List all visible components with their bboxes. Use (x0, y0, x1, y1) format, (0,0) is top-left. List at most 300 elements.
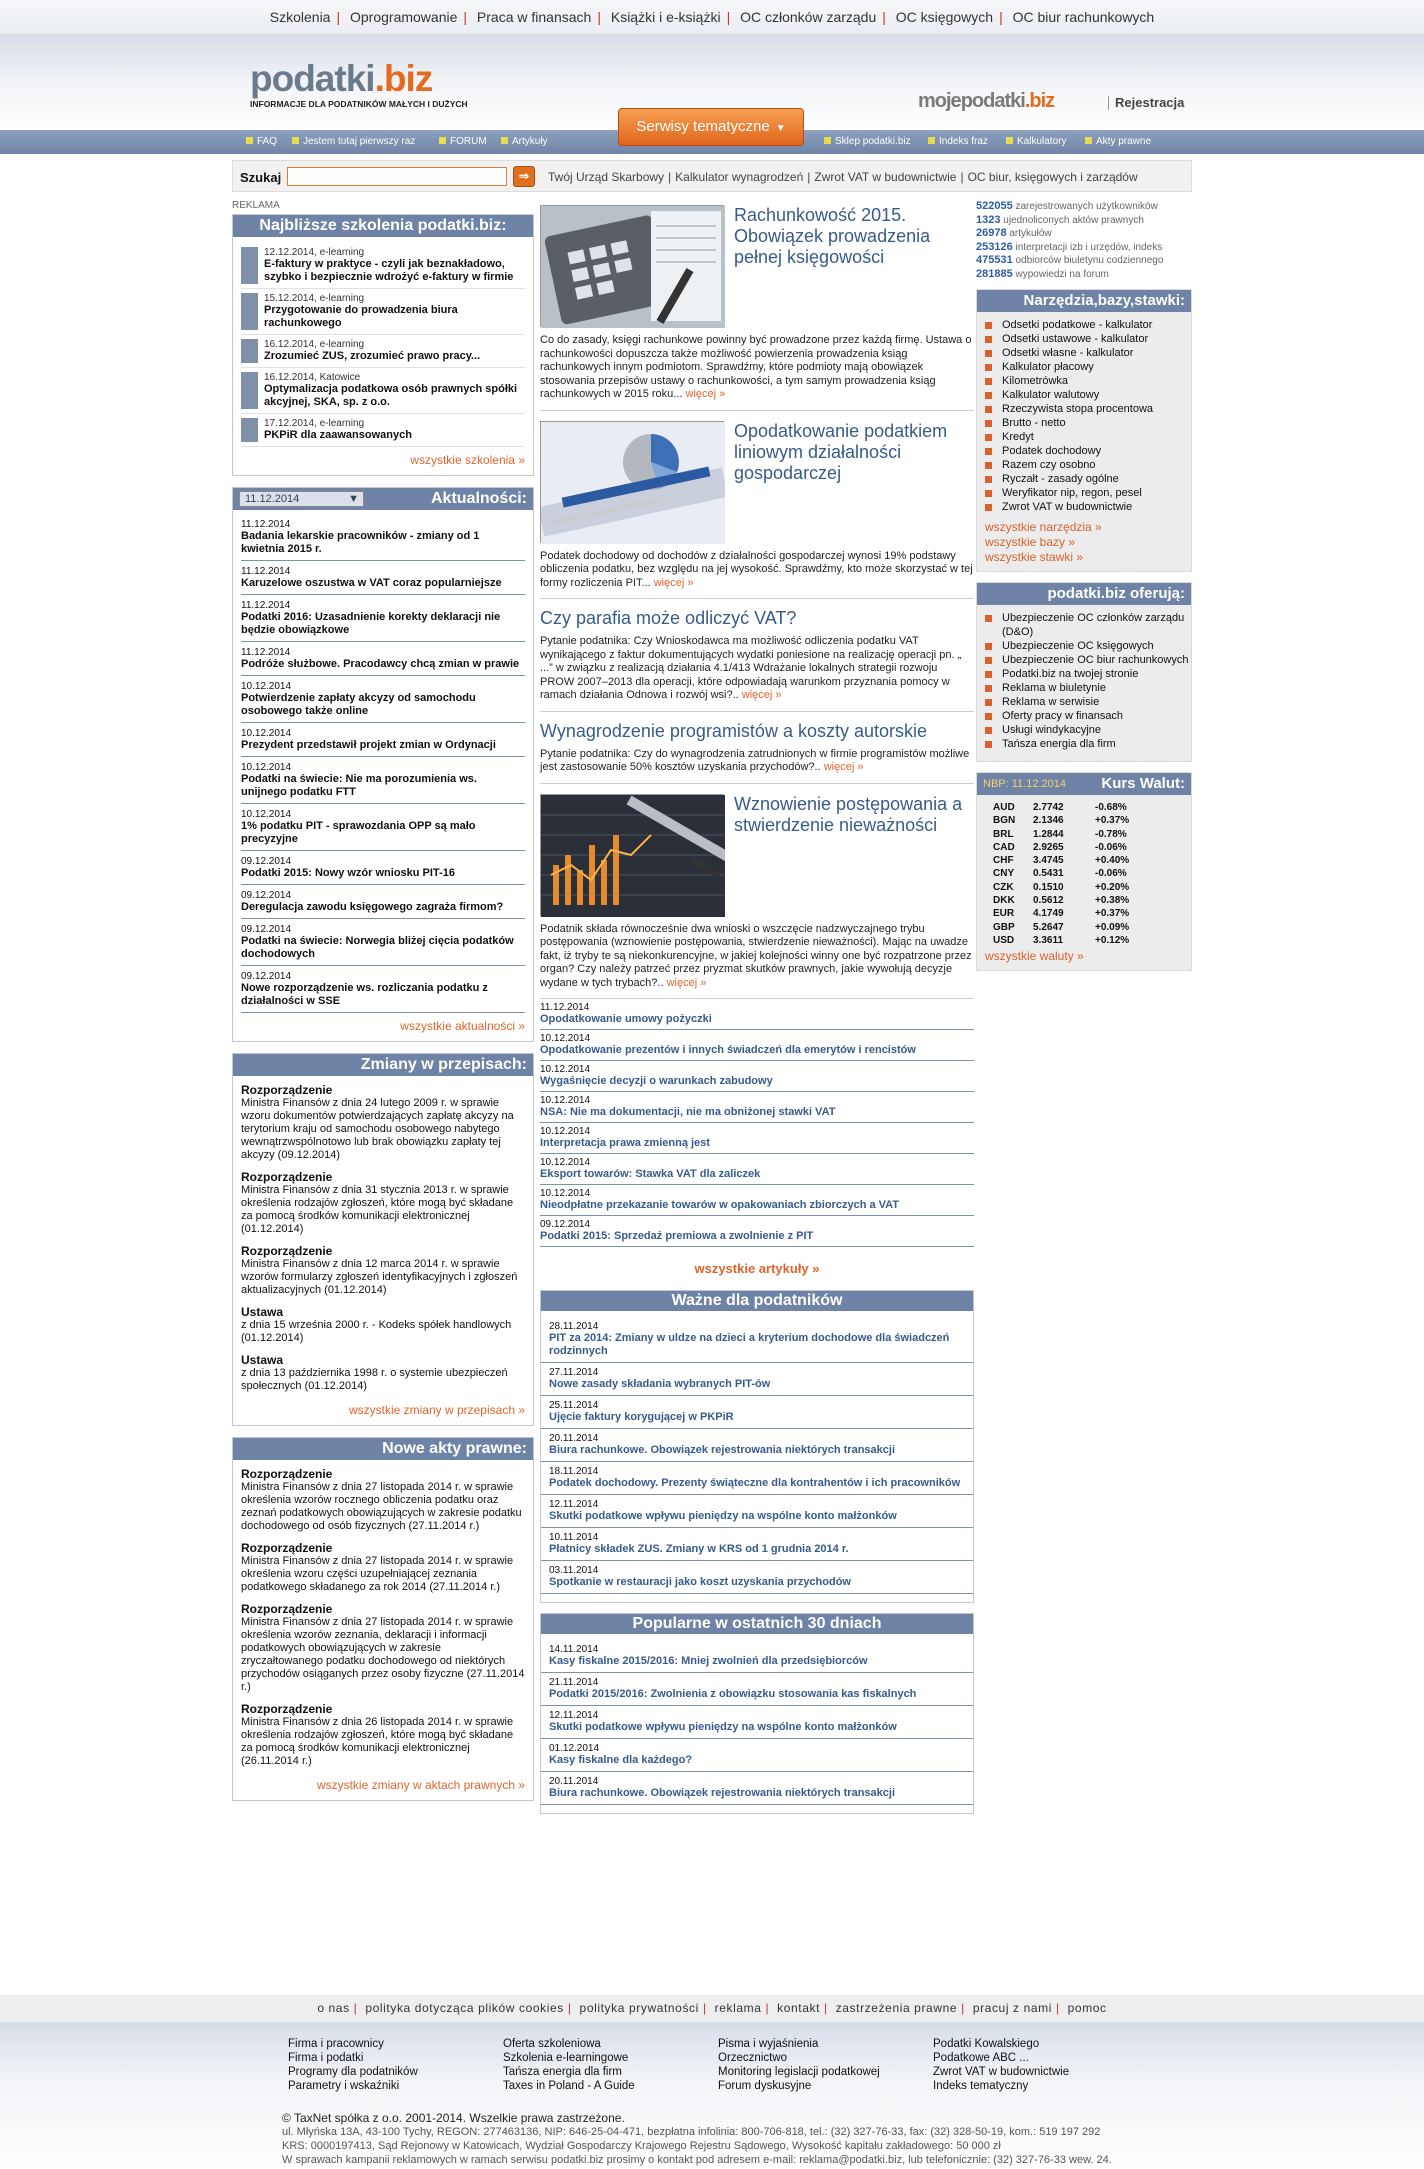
news-item[interactable] (241, 757, 525, 804)
offers-title: podatki.biz oferują: (977, 583, 1191, 605)
offer-link[interactable]: Ubezpieczenie OC księgowych (985, 639, 1191, 653)
popular-title[interactable]: Podatki 2015/2016: Zwolnienia z obowiązku stosowania kas fiskalnych (549, 1688, 917, 1700)
offer-link[interactable]: Ubezpieczenie OC biur rachunkowych (985, 653, 1191, 667)
footer-link[interactable]: Forum dyskusyjne (718, 2080, 812, 2092)
article-2-more[interactable]: więcej » (653, 576, 694, 589)
short-article-title[interactable]: Wygaśnięcie decyzji o warunkach zabudowy (540, 1075, 773, 1087)
news-title[interactable]: Deregulacja zawodu księgowego zagraża firmom? (241, 901, 504, 913)
popular-item[interactable] (541, 1640, 973, 1673)
topnav-praca[interactable]: Praca w finansach (476, 9, 592, 25)
important-date: 25.11.2014 (549, 1400, 599, 1411)
short-article-item[interactable] (540, 1216, 974, 1247)
fx-change: -0.68% (1095, 802, 1127, 813)
news-item[interactable] (241, 561, 525, 595)
training-date: 15.12.2014, e-learning (264, 293, 365, 304)
nav-kalkulatory[interactable]: Kalkulatory (1006, 136, 1066, 147)
fx-rate: 0.5612 (1033, 895, 1064, 907)
training-item[interactable] (241, 289, 525, 335)
important-box (540, 1290, 974, 1603)
short-article-item[interactable] (540, 1092, 974, 1123)
short-article-title[interactable]: Opodatkowanie prezentów i innych świadczeń dla emerytów i rencistów (540, 1044, 916, 1056)
news-title[interactable]: Podatki na świecie: Nie ma porozumienia ws. unijnego podatku FTT (241, 773, 477, 798)
important-title[interactable]: Biura rachunkowe. Obowiązek rejestrowania niektórych transakcji (549, 1444, 896, 1456)
short-article-item[interactable] (540, 1123, 974, 1154)
popular-date: 12.11.2014 (549, 1710, 599, 1721)
important-item[interactable] (541, 1363, 973, 1396)
acts-text[interactable]: Ministra Finansów z dnia 26 listopada 2014 r. w sprawie określenia rodzajów zgłoszeń, które mogą być składane za pomocą środków komunikacji elektronicznej (26.11.2014 r.) (241, 1716, 514, 1767)
footer-link-help[interactable]: pomoc (1067, 2001, 1107, 2015)
changes-text[interactable]: Ministra Finansów z dnia 12 marca 2014 r. w sprawie wzorów formularzy zgłoszeń identyfikacyjnych i zgłoszeń aktualizacyjnych (01.12.2014) (241, 1258, 518, 1296)
all-currencies-link[interactable]: wszystkie waluty » (985, 949, 1084, 964)
popular-title[interactable]: Skutki podatkowe wpływu pieniędzy na wspólne konto małżonków (549, 1721, 897, 1733)
acts-box (232, 1437, 534, 1801)
changes-text[interactable]: Ministra Finansów z dnia 24 lutego 2009 r. w sprawie wzoru dokumentów potwierdzających zapłatę akcyzy na terytorium kraju od samochodu osobowego nabytego wewnątrzwspólnotowo lub brak obowiązku zapłaty tej akcyzy (09.12.2014) (241, 1097, 514, 1161)
changes-item[interactable] (233, 1349, 533, 1397)
training-bar (241, 247, 258, 284)
popular-item[interactable] (541, 1706, 973, 1739)
fx-box (976, 772, 1192, 971)
news-item[interactable] (241, 723, 525, 757)
training-title[interactable]: E-faktury w praktyce - czyli jak beznakładowo, szybko i bezpiecznie wdrożyć e-faktury w firmie (264, 258, 514, 283)
news-item[interactable] (241, 804, 525, 851)
nav-forum[interactable]: FORUM (439, 136, 487, 147)
fx-rate: 2.1346 (1033, 815, 1064, 827)
fx-rate: 4.1749 (1033, 908, 1064, 920)
tool-link[interactable]: Ryczałt - zasady ogólne (985, 472, 1191, 486)
stat-label: odbiorców biuletynu codziennego (1015, 255, 1164, 266)
changes-kind: Ustawa (241, 1353, 284, 1367)
training-content (264, 372, 525, 409)
stat-row (976, 200, 1192, 214)
article-4-title[interactable]: Wynagrodzenie programistów a koszty autorskie (540, 720, 928, 741)
news-item[interactable] (241, 642, 525, 676)
article-4-more[interactable]: więcej » (823, 761, 864, 773)
dropdown-icon: ▼ (348, 493, 359, 505)
fx-row (977, 881, 1191, 894)
footer-link[interactable]: Taxes in Poland - A Guide (503, 2080, 635, 2092)
popular-title: Popularne w ostatnich 30 dniach (541, 1614, 973, 1634)
training-date: 12.12.2014, e-learning (264, 247, 365, 258)
article-2-title[interactable]: Opodatkowanie podatkiem liniowym działalności gospodarczej (734, 420, 948, 483)
important-title[interactable]: Podatek dochodowy. Prezenty świąteczne dla kontrahentów i ich pracowników (549, 1477, 961, 1489)
tool-link[interactable]: Razem czy osobno (985, 458, 1191, 472)
news-item[interactable] (241, 851, 525, 885)
nav-first-time[interactable]: Jestem tutaj pierwszy raz (292, 136, 415, 147)
topnav-oc-ksiegowych[interactable]: OC księgowych (895, 9, 994, 25)
popular-title[interactable]: Kasy fiskalne 2015/2016: Mniej zwolnień dla przedsiębiorców (549, 1655, 868, 1667)
news-date: 09.12.2014 (241, 971, 292, 982)
changes-title: Zmiany w przepisach: (233, 1054, 533, 1076)
offer-link[interactable]: Reklama w biuletynie (985, 681, 1191, 695)
footer-link-legal[interactable]: zastrzeżenia prawne (835, 2001, 958, 2015)
fx-code: USD (993, 934, 1015, 946)
footer-link-cookies[interactable]: polityka dotycząca plików cookies (365, 2001, 564, 2015)
changes-item[interactable] (233, 1301, 533, 1349)
offers-box (976, 582, 1192, 762)
news-title: Aktualności: (430, 490, 527, 507)
important-item[interactable] (541, 1429, 973, 1462)
footer-link[interactable]: Podatki Kowalskiego (933, 2038, 1040, 2050)
changes-kind: Ustawa (241, 1305, 284, 1319)
footer-link[interactable]: Firma i pracownicy (288, 2038, 384, 2050)
short-article-title[interactable]: NSA: Nie ma dokumentacji, nie ma obniżonej stawki VAT (540, 1106, 836, 1118)
fx-row (977, 934, 1191, 947)
fx-row (977, 801, 1191, 814)
news-title[interactable]: Prezydent przedstawił projekt zmian w Ordynacji (241, 739, 496, 751)
important-title[interactable]: Nowe zasady składania wybranych PIT-ów (549, 1378, 771, 1390)
nav-artykuly[interactable]: Artykuły (501, 136, 548, 147)
footer-link-jobs[interactable]: pracuj z nami (972, 2001, 1052, 2015)
site-logo[interactable]: podatki.biz INFORMACJE DLA PODATNIKÓW MAŁYCH I DUŻYCH (250, 58, 468, 109)
nav-akty[interactable]: Akty prawne (1085, 136, 1151, 147)
important-item[interactable] (541, 1561, 973, 1594)
footer-link-contact[interactable]: kontakt (777, 2001, 821, 2015)
news-item[interactable] (241, 595, 525, 642)
changes-item[interactable] (233, 1166, 533, 1240)
news-box (232, 487, 534, 1042)
fx-row (977, 907, 1191, 920)
news-title[interactable]: Podatki na świecie: Norwegia bliżej cięcia podatków dochodowych (241, 935, 514, 960)
news-item[interactable] (241, 919, 525, 966)
popular-date: 20.11.2014 (549, 1776, 599, 1787)
article-2-image[interactable] (540, 421, 724, 543)
topnav-oc-zarzadu[interactable]: OC członków zarządu (740, 9, 877, 25)
offer-link[interactable]: Ubezpieczenie OC członków zarządu (D&O) (985, 611, 1191, 639)
short-article-title[interactable]: Podatki 2015: Sprzedaż premiowa a zwolnienie z PIT (540, 1230, 814, 1242)
article-5-title[interactable]: Wznowienie postępowania a stwierdzenie nieważności (734, 793, 963, 835)
short-article-item[interactable] (540, 1185, 974, 1216)
important-item[interactable] (541, 1396, 973, 1429)
important-date: 10.11.2014 (549, 1532, 599, 1543)
short-article-title[interactable]: Opodatkowanie umowy pożyczki (540, 1013, 712, 1025)
triangle-down-icon: ▼ (775, 123, 786, 134)
footer-link[interactable]: Monitoring legislacji podatkowej (718, 2066, 880, 2078)
training-bar (241, 339, 258, 363)
all-news-link[interactable]: wszystkie aktualności » (400, 1019, 525, 1033)
tool-link[interactable]: Kalkulator płacowy (985, 360, 1191, 374)
footer-link-o-nas[interactable]: o nas (317, 2001, 350, 2015)
important-title[interactable]: Ujęcie faktury korygującej w PKPiR (549, 1411, 734, 1423)
stat-row (976, 214, 1192, 228)
short-article-date: 10.12.2014 (540, 1095, 591, 1106)
acts-item[interactable] (233, 1537, 533, 1598)
footer-link[interactable]: Podatkowe ABC ... (933, 2052, 1029, 2064)
offer-link[interactable]: Podatki.biz na twojej stronie (985, 667, 1191, 681)
stat-row (976, 241, 1192, 255)
footer-link[interactable]: Zwrot VAT w budownictwie (933, 2066, 1070, 2078)
all-changes-link[interactable]: wszystkie zmiany w przepisach » (348, 1403, 525, 1417)
important-date: 12.11.2014 (549, 1499, 599, 1510)
article-1 (540, 200, 974, 332)
all-tools-link[interactable]: wszystkie narzędzia » (985, 520, 1102, 534)
article-1-title[interactable]: Rachunkowość 2015. Obowiązek prowadzenia pełnej księgowości (734, 205, 931, 267)
all-articles-link[interactable]: wszystkie artykuły » (694, 1261, 820, 1276)
fx-row (977, 894, 1191, 907)
search-input[interactable] (287, 167, 507, 186)
fx-rate: 0.1510 (1033, 881, 1064, 893)
tool-link[interactable]: Podatek dochodowy (985, 444, 1191, 458)
short-article-item[interactable] (540, 1061, 974, 1092)
company-address: ul. Młyńska 13A, 43-100 Tychy, REGON: 277463136, NIP: 646-25-04-471, bezpłatna infolinia: 800-706-818, tel.: (32) 327-76-33, fax: (32) 328-50-19, kom.: 519 197 292 (282, 2126, 1101, 2138)
news-title[interactable]: Podatki 2016: Uzasadnienie korekty deklaracji nie będzie obowiązkowe (241, 611, 501, 636)
tool-link[interactable]: Kilometrówka (985, 374, 1191, 388)
offer-link[interactable]: Reklama w serwisie (985, 695, 1191, 709)
changes-kind: Rozporządzenie (241, 1170, 333, 1184)
stat-number: 522055 (976, 200, 1013, 212)
article-3-title[interactable]: Czy parafia może odliczyć VAT? (540, 608, 797, 628)
news-date: 11.12.2014 (241, 566, 291, 577)
fx-rate: 2.9265 (1033, 841, 1064, 853)
training-item[interactable] (241, 335, 525, 368)
news-title[interactable]: Podatki 2015: Nowy wzór wniosku PIT-16 (241, 867, 455, 879)
footer-link[interactable]: Pisma i wyjaśnienia (718, 2038, 819, 2050)
short-article-date: 10.12.2014 (540, 1033, 591, 1044)
news-item[interactable] (241, 885, 525, 919)
quick-link-urzad[interactable]: Twój Urząd Skarbowy (548, 170, 665, 184)
article-5-image[interactable] (540, 794, 724, 916)
trainings-title: Najbliższe szkolenia podatki.biz: (233, 215, 533, 237)
training-title[interactable]: Przygotowanie do prowadzenia biura rachunkowego (264, 304, 458, 329)
changes-text[interactable]: Ministra Finansów z dnia 31 stycznia 2013 r. w sprawie określenia rodzajów zgłoszeń, które mogą być składane za pomocą środków komunikacji elektronicznej (01.12.2014) (241, 1184, 514, 1235)
news-title[interactable]: Nowe rozporządzenie ws. rozliczania podatku z działalności w SSE (241, 982, 488, 1007)
short-article-date: 10.12.2014 (540, 1188, 591, 1199)
footer-link[interactable]: Firma i podatki (288, 2052, 364, 2064)
bullet-icon (824, 137, 831, 144)
training-item[interactable] (241, 414, 525, 447)
bullet-icon (292, 137, 299, 144)
acts-item[interactable] (233, 1598, 533, 1698)
fx-date: NBP: 11.12.2014 (983, 778, 1066, 790)
article-3-more[interactable]: więcej » (741, 689, 782, 701)
quick-link-kalkulator[interactable]: Kalkulator wynagrodzeń (675, 170, 804, 184)
acts-kind: Rozporządzenie (241, 1467, 333, 1481)
news-item[interactable] (241, 676, 525, 723)
changes-text[interactable]: z dnia 15 września 2000 r. - Kodeks spółek handlowych (01.12.2014) (241, 1319, 512, 1344)
tool-link[interactable]: Rzeczywista stopa procentowa (985, 402, 1191, 416)
acts-text[interactable]: Ministra Finansów z dnia 27 listopada 2014 r. w sprawie określenia wzorów zeznania, deklaracji i informacji podatkowych obowiązujących w zakresie zryczałtowanego podatku dochodowego od niektórych przychodów osiąganych przez osoby fizyczne (27.11.2014 r.) (241, 1616, 525, 1693)
nav-indeks-fraz[interactable]: Indeks fraz (928, 136, 988, 147)
stat-number: 1323 (976, 213, 1001, 226)
article-2-text: Podatek dochodowy od dochodów z działalności gospodarczej wynosi 19% podstawy obliczenia podatku, bez względu na jej wysokość. Sprawdźmy, kto może skorzystać w tej formy rozliczenia PIT... więcej » (540, 550, 974, 600)
important-title[interactable]: Skutki podatkowe wpływu pieniędzy na wspólne konto małżonków (549, 1510, 897, 1522)
news-item[interactable] (241, 514, 525, 561)
tool-link[interactable]: Weryfikator nip, regon, pesel (985, 486, 1191, 500)
tool-link[interactable]: Zwrot VAT w budownictwie (985, 500, 1191, 514)
stat-label: interpretacji izb i urzędów, indeks (1015, 241, 1163, 253)
topnav-ksiazki[interactable]: Książki i e-książki (610, 9, 721, 25)
footer-link[interactable]: Orzecznictwo (718, 2052, 788, 2064)
changes-kind: Rozporządzenie (241, 1244, 333, 1258)
popular-title[interactable]: Biura rachunkowe. Obowiązek rejestrowania niektórych transakcji (549, 1787, 896, 1799)
training-date: 17.12.2014, e-learning (264, 418, 365, 429)
bullet-icon (1085, 137, 1092, 144)
important-title[interactable]: Płatnicy składek ZUS. Zmiany w KRS od 1 grudnia 2014 r. (549, 1543, 849, 1555)
tool-link[interactable]: Odsetki podatkowe - kalkulator (985, 318, 1191, 332)
changes-text[interactable]: z dnia 13 października 1998 r. o systemie ubezpieczeń społecznych (01.12.2014) (241, 1367, 508, 1392)
article-1-text: Co do zasady, księgi rachunkowe powinny być prowadzone przez każdą firmę. Ustawa o rachunkowości dopuszcza także możliwość powierzenia prowadzenia ksiąg rachunkowych innym podmiotom. Sprawdźmy, które podmioty mają obowiązek stosowania przepisów ustawy o rachunkowości, a tym samym prowadzenia ksiąg rachunkowych w 2015 roku... więcej » (540, 334, 974, 411)
article-5-more[interactable]: więcej » (666, 976, 707, 989)
training-date: 16.12.2014, e-learning (264, 339, 365, 350)
serwisy-tematyczne-button[interactable]: Serwisy tematyczne ▼ (618, 108, 804, 146)
acts-item[interactable] (233, 1698, 533, 1772)
topnav-oc-biur[interactable]: OC biur rachunkowych (1012, 9, 1155, 25)
footer-link[interactable]: Parametry i wskaźniki (288, 2080, 400, 2092)
stat-row (976, 254, 1192, 268)
popular-date: 21.11.2014 (549, 1677, 599, 1688)
acts-kind: Rozporządzenie (241, 1702, 333, 1716)
all-trainings-link[interactable]: wszystkie szkolenia » (410, 453, 525, 467)
news-date: 11.12.2014 (241, 600, 291, 611)
training-date: 16.12.2014, Katowice (264, 372, 361, 383)
topnav-szkolenia[interactable]: Szkolenia (269, 9, 331, 25)
fx-code: CNY (993, 868, 1015, 880)
training-title[interactable]: Optymalizacja podatkowa osób prawnych spółki akcyjnej, SKA, sp. z o.o. (264, 383, 518, 408)
quick-link-zwrot-vat[interactable]: Zwrot VAT w budownictwie (814, 170, 957, 184)
changes-item[interactable] (233, 1240, 533, 1301)
acts-text[interactable]: Ministra Finansów z dnia 27 listopada 2014 r. w sprawie określenia wzoru części uzupełniającej zeznania podatkowego składanego za rok 2014 (27.11.2014 r.) (241, 1555, 514, 1593)
bullet-icon (501, 137, 508, 144)
nav-sklep[interactable]: Sklep podatki.biz (824, 136, 911, 147)
news-date: 11.12.2014 (241, 519, 291, 530)
popular-item[interactable] (541, 1739, 973, 1772)
popular-date: 01.12.2014 (549, 1743, 600, 1754)
fx-change: +0.09% (1095, 921, 1130, 933)
article-1-image[interactable] (540, 205, 724, 327)
fx-row (977, 854, 1191, 867)
search-submit-button[interactable] (513, 166, 535, 187)
footer-link[interactable]: Tańsza energia dla firm (503, 2066, 622, 2078)
fx-change: -0.78% (1095, 828, 1127, 840)
fx-rate: 0.5431 (1033, 868, 1064, 880)
news-title[interactable]: 1% podatku PIT - sprawozdania OPP są mało precyzyjne (241, 820, 476, 845)
article-1-more[interactable]: więcej » (685, 388, 726, 400)
all-acts-link[interactable]: wszystkie zmiany w aktach prawnych » (316, 1778, 525, 1792)
short-article-title[interactable]: Nieodpłatne przekazanie towarów w opakowaniach zbiorczych a VAT (540, 1199, 900, 1211)
fx-row (977, 867, 1191, 880)
training-title[interactable]: PKPiR dla zaawansowanych (264, 429, 412, 441)
offer-link[interactable]: Tańsza energia dla firm (985, 737, 1191, 751)
bullet-icon (439, 137, 446, 144)
article-4-text: Pytanie podatnika: Czy do wynagrodzenia zatrudnionych w firmie programistów możliwe jest zastosowanie 50% kosztów uzyskania przychodów?.. więcej » (540, 748, 974, 784)
important-item[interactable] (541, 1317, 973, 1363)
short-article-date: 10.12.2014 (540, 1064, 591, 1075)
register-link[interactable]: Rejestracja (1108, 96, 1184, 110)
training-bar (241, 293, 258, 330)
article-2 (540, 416, 974, 548)
short-article-item[interactable] (540, 999, 974, 1030)
stat-label: wypowiedzi na forum (1015, 268, 1109, 280)
top-navigation: Szkolenia | Oprogramowanie | Praca w finansach | Książki i e-książki | OC członków zarządu | OC księgowych | OC biur rachunkowych (0, 0, 1424, 34)
acts-text[interactable]: Ministra Finansów z dnia 27 listopada 2014 r. w sprawie określenia wzorów rocznego obliczenia podatku oraz zeznań podatkowych obowiązujących w zakresie podatku dochodowego od osób fizycznych (27.11.2014 r.) (241, 1481, 522, 1532)
footer-link[interactable]: Indeks tematyczny (933, 2080, 1029, 2092)
all-rates-link[interactable]: wszystkie stawki » (985, 550, 1084, 564)
news-title[interactable]: Podróże służbowe. Pracodawcy chcą zmian w prawie (241, 658, 520, 670)
tool-link[interactable]: Odsetki własne - kalkulator (985, 346, 1191, 360)
acts-item[interactable] (233, 1463, 533, 1537)
short-article-date: 11.12.2014 (540, 1002, 590, 1013)
trainings-box (232, 214, 534, 476)
footer-link-ads[interactable]: reklama (714, 2001, 762, 2015)
popular-item[interactable] (541, 1772, 973, 1805)
news-date: 10.12.2014 (241, 728, 292, 739)
short-article-item[interactable] (540, 1154, 974, 1185)
stat-number: 253126 (976, 240, 1013, 253)
stat-number: 26978 (976, 227, 1007, 239)
quick-link-oc[interactable]: OC biur, księgowych i zarządów (967, 170, 1138, 184)
fx-rate: 3.3611 (1033, 934, 1064, 946)
tool-link[interactable]: Kredyt (985, 430, 1191, 444)
fx-code: EUR (993, 908, 1015, 920)
popular-item[interactable] (541, 1673, 973, 1706)
footer-nav: o nas | polityka dotycząca plików cookies | polityka prywatności | reklama | kontakt | zastrzeżenia prawne | pracuj z nami | pomoc (0, 1995, 1424, 2022)
fx-code: DKK (993, 895, 1015, 907)
fx-code: AUD (993, 802, 1015, 813)
search-label: Szukaj (240, 170, 282, 185)
tool-link[interactable]: Brutto - netto (985, 416, 1191, 430)
important-item[interactable] (541, 1495, 973, 1528)
training-bar (241, 372, 258, 409)
fx-code: BGN (993, 815, 1016, 827)
fx-rate: 1.2844 (1033, 828, 1064, 840)
offer-link[interactable]: Oferty pracy w finansach (985, 709, 1191, 723)
news-item[interactable] (241, 966, 525, 1013)
news-title[interactable]: Karuzelowe oszustwa w VAT coraz popularniejsze (241, 577, 502, 589)
popular-title[interactable]: Kasy fiskalne dla każdego? (549, 1754, 693, 1766)
short-article-title[interactable]: Eksport towarów: Stawka VAT dla zaliczek (540, 1168, 761, 1180)
stat-label: artykułów (1009, 228, 1052, 239)
tool-link[interactable]: Kalkulator walutowy (985, 388, 1191, 402)
short-article-item[interactable] (540, 1030, 974, 1061)
topnav-oprogramowanie[interactable]: Oprogramowanie (350, 9, 458, 25)
acts-title: Nowe akty prawne: (233, 1438, 533, 1460)
offer-link[interactable]: Usługi windykacyjne (985, 723, 1191, 737)
important-date: 18.11.2014 (549, 1466, 599, 1477)
news-title[interactable]: Badania lekarskie pracowników - zmiany od 1 kwietnia 2015 r. (241, 530, 480, 555)
footer-link[interactable]: Oferta szkoleniowa (503, 2038, 601, 2050)
training-item[interactable] (241, 368, 525, 414)
important-item[interactable] (541, 1528, 973, 1561)
bullet-icon (928, 137, 935, 144)
mojepodatki-logo[interactable]: mojepodatki.biz (918, 90, 1055, 112)
nav-faq[interactable]: FAQ (246, 136, 277, 147)
important-item[interactable] (541, 1462, 973, 1495)
news-title[interactable]: Potwierdzenie zapłaty akcyzy od samochodu osobowego także online (241, 692, 476, 717)
tool-link[interactable]: Odsetki ustawowe - kalkulator (985, 332, 1191, 346)
tools-box (976, 289, 1192, 572)
training-title[interactable]: Zrozumieć ZUS, zrozumieć prawo pracy... (264, 350, 481, 362)
date-select[interactable]: 11.12.2014 ▼ (239, 491, 364, 507)
fx-change: +0.37% (1095, 908, 1130, 920)
fx-rate: 2.7742 (1033, 802, 1064, 813)
training-item[interactable] (241, 243, 525, 289)
footer-link-privacy[interactable]: polityka prywatności (579, 2001, 699, 2015)
short-article-title[interactable]: Interpretacja prawa zmienną jest (540, 1137, 710, 1149)
stat-number: 281885 (976, 267, 1013, 280)
all-bases-link[interactable]: wszystkie bazy » (985, 535, 1076, 549)
fx-change: +0.38% (1095, 895, 1130, 907)
important-title[interactable]: Spotkanie w restauracji jako koszt uzyskania przychodów (549, 1576, 851, 1588)
bullet-icon (246, 137, 253, 144)
important-title[interactable]: PIT za 2014: Zmiany w uldze na dzieci a kryterium dochodowe dla świadczeń rodzinnych (549, 1332, 950, 1357)
changes-kind: Rozporządzenie (241, 1083, 333, 1097)
footer-link[interactable]: Programy dla podatników (288, 2066, 418, 2078)
article-5 (540, 789, 974, 921)
changes-item[interactable] (233, 1079, 533, 1166)
news-date: 10.12.2014 (241, 762, 292, 773)
footer-link[interactable]: Szkolenia e-learningowe (503, 2052, 629, 2064)
short-article-date: 10.12.2014 (540, 1157, 591, 1168)
logo-tagline: INFORMACJE DLA PODATNIKÓW MAŁYCH I DUŻYCH (250, 99, 468, 109)
